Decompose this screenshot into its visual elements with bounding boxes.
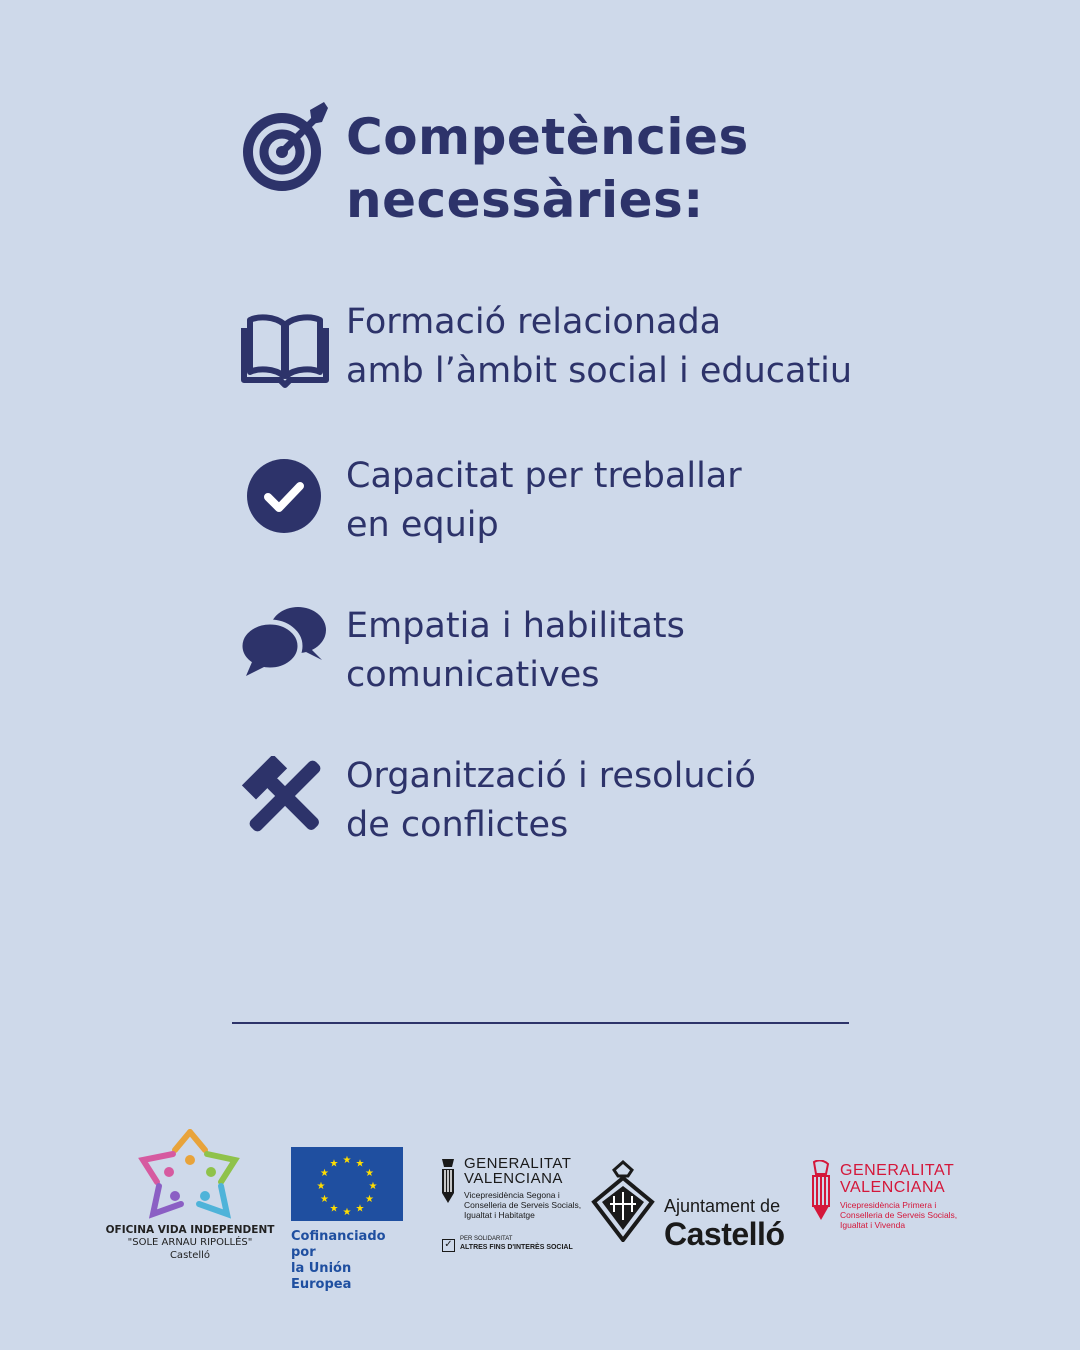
gv-segona-text (464, 1156, 581, 1220)
svg-text:★: ★ (320, 1168, 329, 1179)
competency-line-1: Organització i resolució (346, 756, 756, 796)
gv-segona-sub-2: Conselleria de Serveis Socials, (464, 1200, 582, 1210)
eu-caption-line-2: la Unión Europea (291, 1261, 352, 1292)
eu-caption-line-1: Cofinanciado por (291, 1229, 386, 1260)
svg-text:★: ★ (329, 1203, 339, 1215)
gv-primera-logo (808, 1158, 978, 1248)
competency-text (346, 602, 685, 700)
solidarity-tag (440, 1236, 590, 1256)
competency-line-1: Formació relacionada (346, 302, 722, 342)
page-title (346, 106, 749, 232)
divider (232, 1022, 849, 1024)
chat-bubbles-icon (240, 604, 330, 684)
title-line-2: necessàries: (346, 171, 704, 229)
ovi-logo (100, 1120, 280, 1270)
book-icon (240, 310, 330, 390)
gv-primera-title-1: GENERALITAT (840, 1162, 955, 1179)
gv-primera-sub-1: Vicepresidència Primera i (840, 1200, 937, 1210)
svg-text:★: ★ (355, 1158, 365, 1170)
gv-segona-title-2: VALENCIANA (464, 1170, 563, 1187)
heading-row (240, 100, 1000, 240)
competency-text (346, 298, 852, 396)
svg-text:★: ★ (355, 1203, 365, 1215)
svg-text:★: ★ (320, 1194, 329, 1205)
title-line-1: Competències (346, 108, 749, 166)
ovi-name: OFICINA VIDA INDEPENDENT (105, 1224, 275, 1236)
sponsor-logos (100, 1120, 980, 1292)
svg-text:★: ★ (342, 1155, 352, 1166)
gv-primera-title-2: VALENCIANA (840, 1179, 946, 1196)
target-icon (240, 100, 330, 195)
svg-text:★: ★ (342, 1207, 352, 1218)
competency-text (346, 752, 756, 850)
svg-text:★: ★ (316, 1181, 326, 1192)
competency-text (346, 452, 742, 550)
ovi-star-emblem-icon (135, 1124, 245, 1220)
gv-segona-logo (438, 1153, 583, 1263)
competency-line-2: en equip (346, 505, 499, 545)
gv-coat-of-arms-icon (438, 1155, 458, 1205)
svg-text:★: ★ (365, 1194, 374, 1205)
eu-flag-icon (291, 1147, 403, 1221)
competency-line-2: comunicatives (346, 655, 600, 695)
ovi-subtitle: "SOLE ARNAU RIPOLLÉS" (127, 1237, 253, 1248)
competency-line-2: amb l’àmbit social i educatiu (346, 351, 853, 391)
svg-text:★: ★ (365, 1168, 374, 1179)
gv-primera-text (840, 1162, 957, 1230)
ajuntament-logo (588, 1160, 788, 1250)
gv-primera-sub-2: Conselleria de Serveis Socials, (840, 1210, 958, 1220)
competency-line-1: Capacitat per treballar (346, 456, 742, 496)
eu-logo (291, 1147, 411, 1292)
gv-segona-sub-3: Igualtat i Habitatge (464, 1210, 535, 1220)
svg-text:★: ★ (368, 1181, 378, 1192)
tools-icon (240, 756, 330, 836)
gv-segona-sub-1: Vicepresidència Segona i (464, 1190, 560, 1200)
competency-line-2: de conflictes (346, 805, 569, 845)
eu-caption (291, 1229, 411, 1293)
competency-line-1: Empatia i habilitats (346, 606, 685, 646)
gv-coat-of-arms-red-icon (808, 1160, 834, 1222)
check-circle-icon (240, 454, 330, 534)
ajuntament-line-1: Ajuntament de (664, 1196, 781, 1216)
solidarity-tag-2: ALTRES FINS D'INTERÈS SOCIAL (460, 1244, 573, 1251)
castello-coat-of-arms-icon (588, 1160, 658, 1242)
gv-primera-sub-3: Igualtat i Vivenda (840, 1220, 906, 1230)
ajuntament-line-2: Castelló (664, 1216, 785, 1252)
solidarity-tag-1: PER SOLIDARITAT (460, 1236, 513, 1242)
svg-text:★: ★ (329, 1158, 339, 1170)
gv-segona-title-1: GENERALITAT (464, 1155, 572, 1172)
ovi-city: Castelló (169, 1250, 211, 1261)
checkbox-icon: ✓ (442, 1239, 455, 1252)
